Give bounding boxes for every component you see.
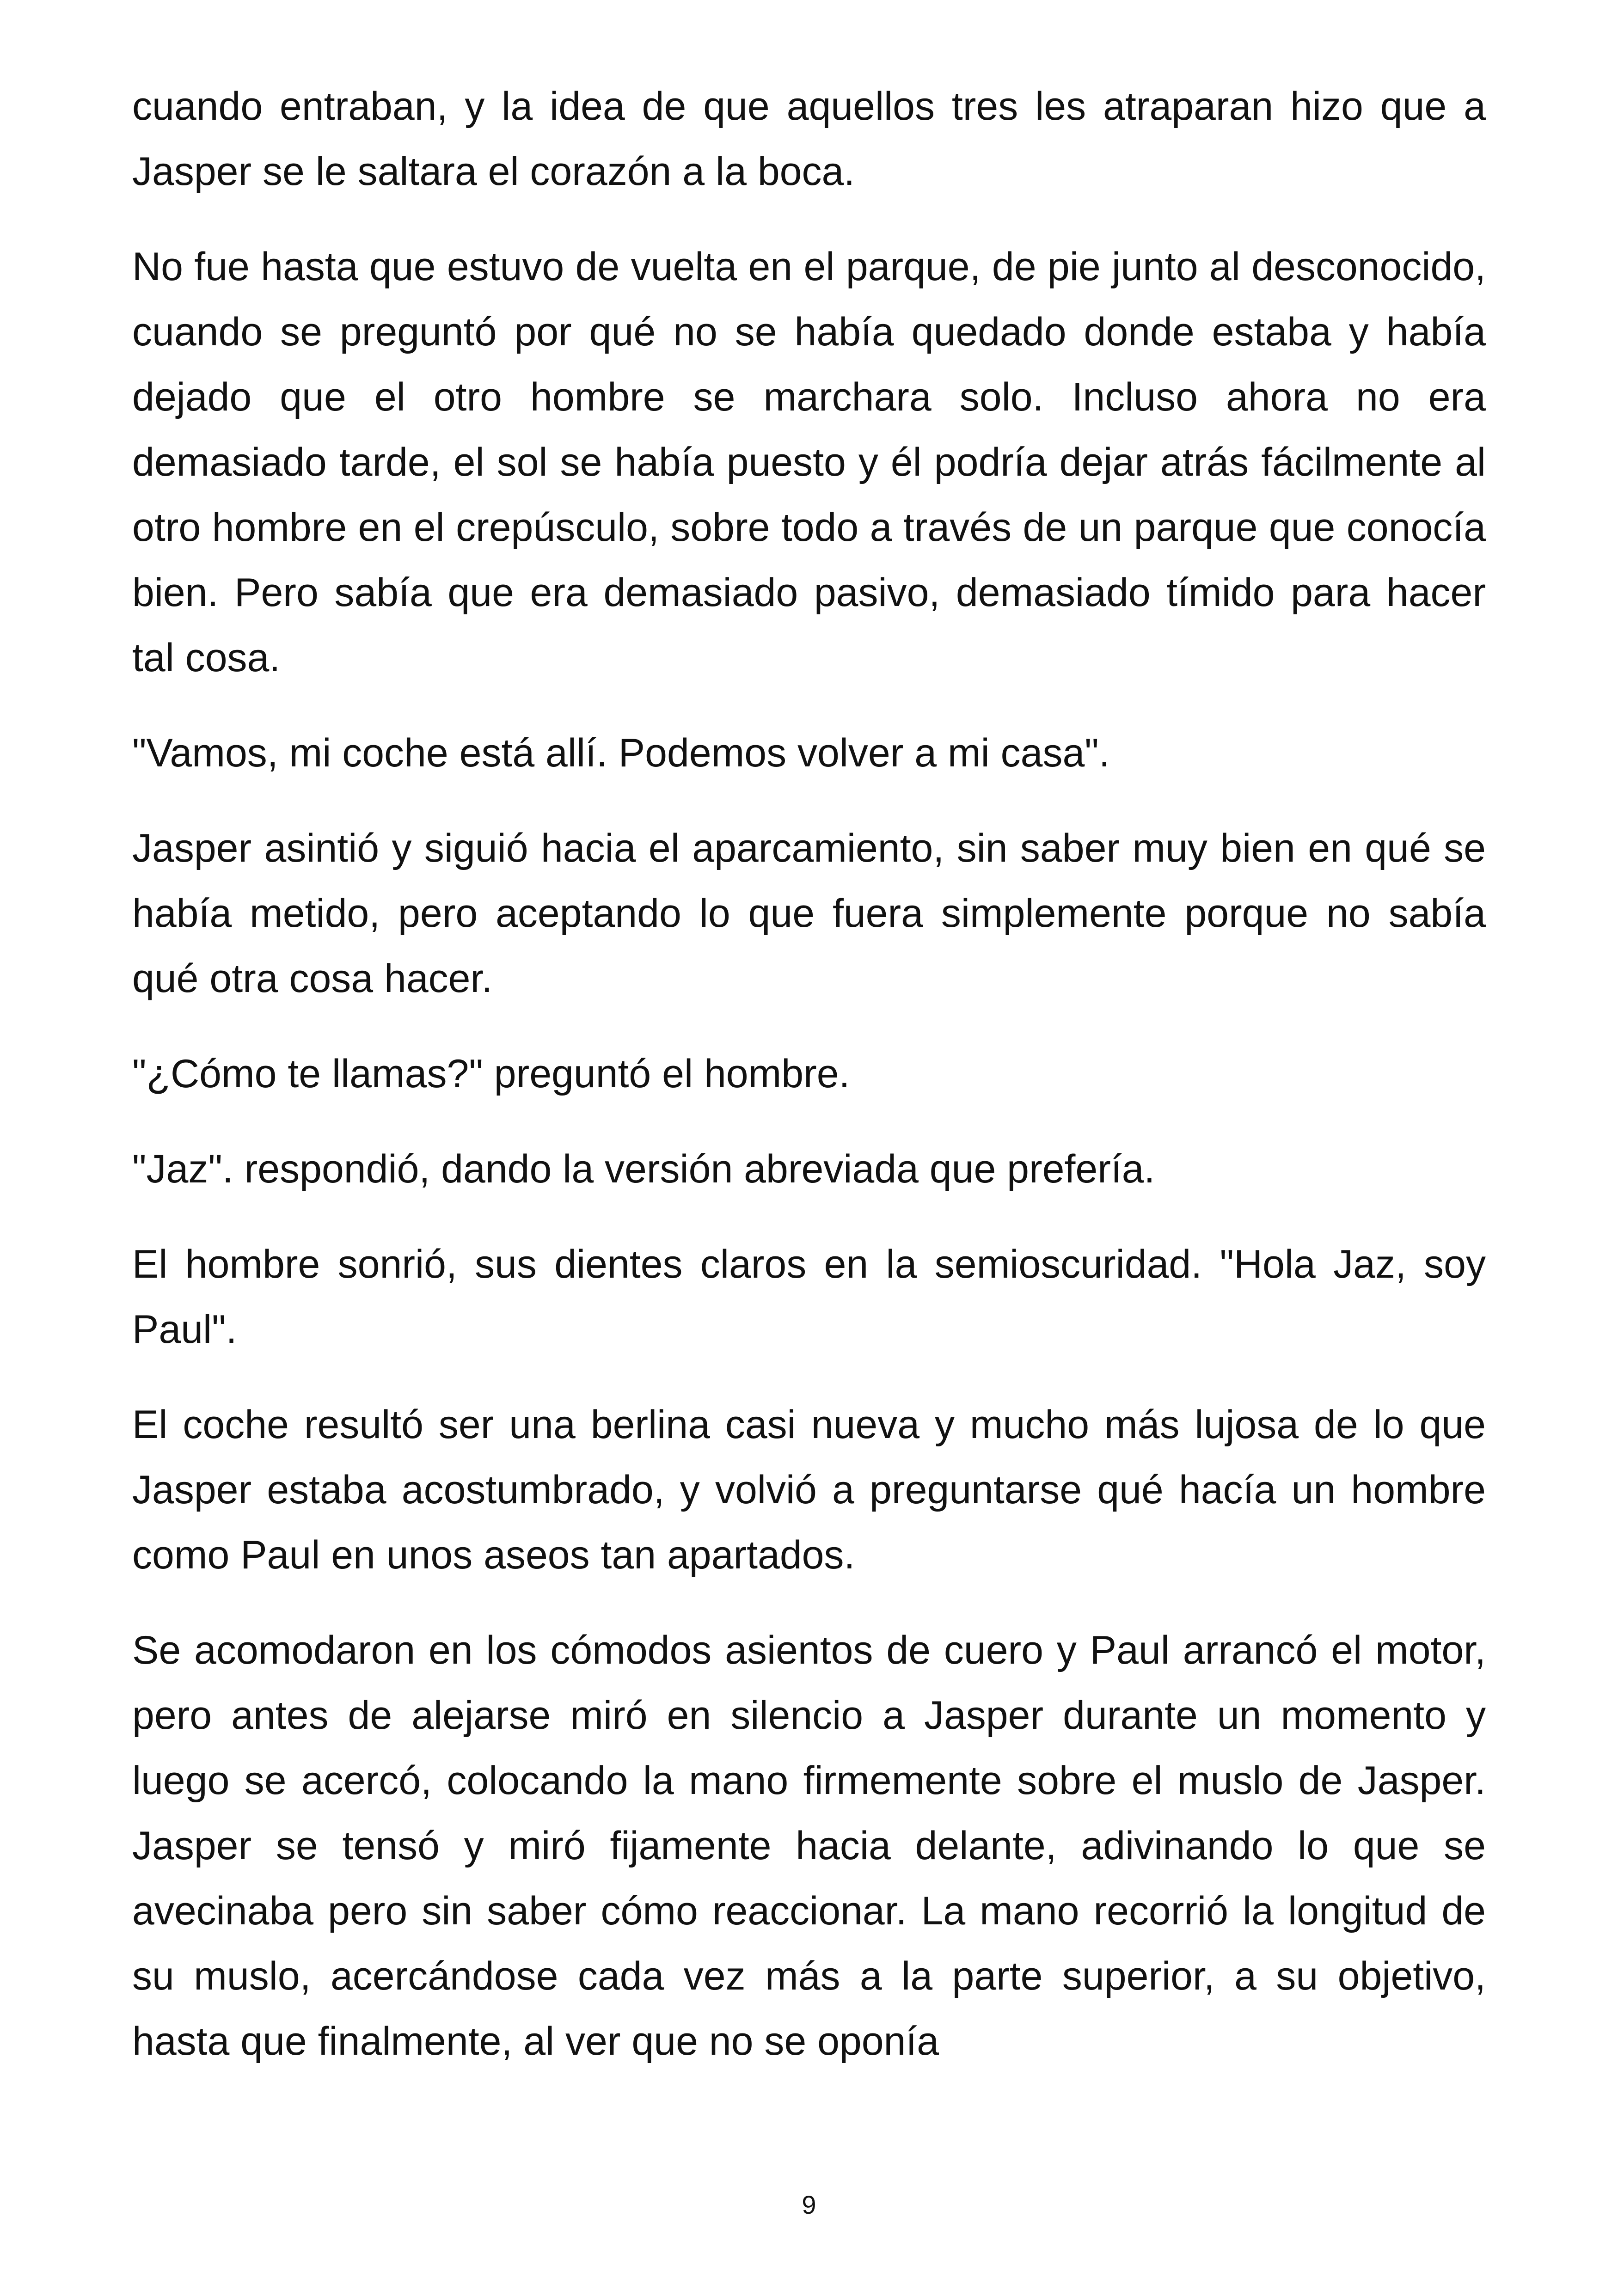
page-number: 9 <box>802 2190 816 2219</box>
paragraph: Se acomodaron en los cómodos asientos de cuero y Paul arrancó el motor, pero antes de alejarse miró en silencio a Jasper durante un momento y luego se acercó, colocando la mano firmemente sobre el muslo de Jasper. Jasper se tensó y miró fijamente hacia delante, adivinando lo que se avecinaba pero sin saber cómo reaccionar. La mano recorrió la longitud de su muslo, acercándose cada vez más a la parte superior, a su objetivo, hasta que finalmente, al ver que no se oponía <box>132 1628 1486 2063</box>
paragraph: "Vamos, mi coche está allí. Podemos volver a mi casa". <box>132 731 1110 775</box>
paragraph: El coche resultó ser una berlina casi nueva y mucho más lujosa de lo que Jasper estaba acostumbrado, y volvió a preguntarse qué hacía un hombre como Paul en unos aseos tan apartados. <box>132 1402 1486 1577</box>
paragraph: "¿Cómo te llamas?" preguntó el hombre. <box>132 1052 850 1096</box>
paragraph: cuando entraban, y la idea de que aquellos tres les atraparan hizo que a Jasper se le saltara el corazón a la boca. <box>132 84 1486 194</box>
paragraph: "Jaz". respondió, dando la versión abreviada que prefería. <box>132 1147 1155 1191</box>
paragraph: Jasper asintió y siguió hacia el aparcamiento, sin saber muy bien en qué se había metido, pero aceptando lo que fuera simplemente porque no sabía qué otra cosa hacer. <box>132 826 1486 1001</box>
paragraph: El hombre sonrió, sus dientes claros en la semioscuridad. "Hola Jaz, soy Paul". <box>132 1242 1486 1352</box>
paragraph: No fue hasta que estuvo de vuelta en el parque, de pie junto al desconocido, cuando se preguntó por qué no se había quedado donde estaba y había dejado que el otro hombre se marchara solo. Incluso ahora no era demasiado tarde, el sol se había puesto y él podría dejar atrás fácilmente al otro hombre en el crepúsculo, sobre todo a través de un parque que conocía bien. Pero sabía que era demasiado pasivo, demasiado tímido para hacer tal cosa. <box>132 245 1486 680</box>
body-text <box>132 74 1486 2104</box>
